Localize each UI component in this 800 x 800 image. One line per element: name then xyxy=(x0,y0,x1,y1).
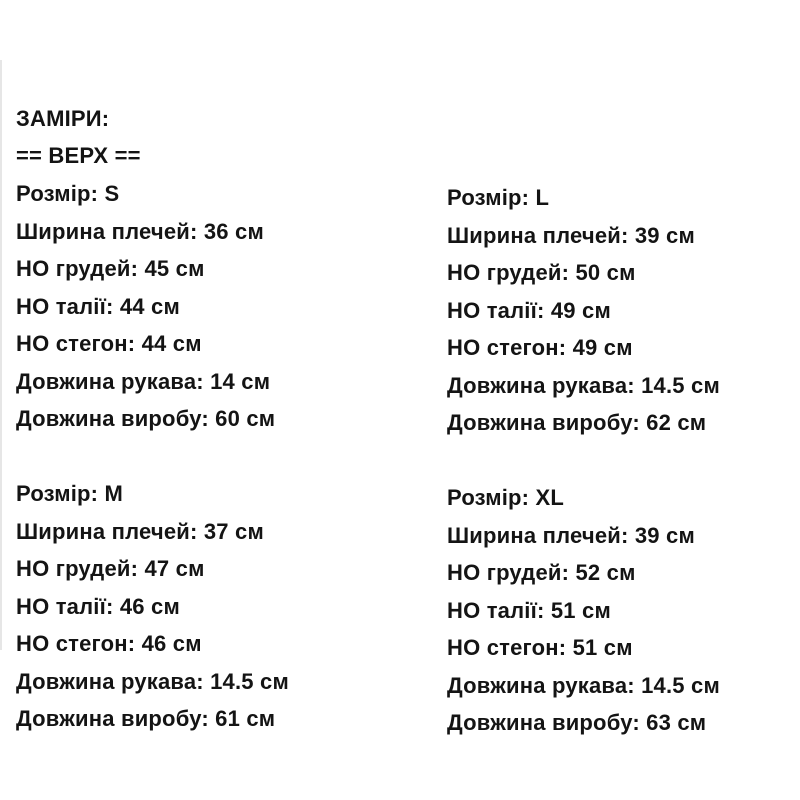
size-block-l xyxy=(447,185,720,448)
size-block-m xyxy=(16,481,289,744)
shoulder-width: Ширина плечей: 36 см xyxy=(16,218,264,244)
chest-girth: НО грудей: 52 см xyxy=(447,560,636,585)
shoulder-width: Ширина плечей: 39 см xyxy=(447,522,695,548)
garment-length: Довжина виробу: 63 см xyxy=(447,710,707,735)
size-label: Розмір: M xyxy=(16,481,124,506)
size-block-xl xyxy=(447,485,720,748)
sleeve-length: Довжина рукава: 14.5 см xyxy=(447,372,720,398)
chest-girth: НО грудей: 50 см xyxy=(447,260,636,285)
hip-girth: НО стегон: 44 см xyxy=(16,331,202,356)
waist-girth: НО талії: 44 см xyxy=(16,293,180,319)
waist-girth: НО талії: 46 см xyxy=(16,593,180,619)
waist-girth: НО талії: 51 см xyxy=(447,597,611,623)
left-edge-divider xyxy=(0,60,2,650)
sleeve-length: Довжина рукава: 14 см xyxy=(16,368,271,394)
hip-girth: НО стегон: 51 см xyxy=(447,635,633,660)
garment-length: Довжина виробу: 62 см xyxy=(447,410,707,435)
section-heading: == ВЕРХ == xyxy=(16,143,141,168)
sleeve-length: Довжина рукава: 14.5 см xyxy=(447,672,720,698)
sleeve-length: Довжина рукава: 14.5 см xyxy=(16,668,289,694)
size-label: Розмір: L xyxy=(447,185,550,210)
size-block-s xyxy=(16,181,275,444)
chest-girth: НО грудей: 45 см xyxy=(16,256,205,281)
shoulder-width: Ширина плечей: 37 см xyxy=(16,518,264,544)
waist-girth: НО талії: 49 см xyxy=(447,297,611,323)
hip-girth: НО стегон: 49 см xyxy=(447,335,633,360)
chest-girth: НО грудей: 47 см xyxy=(16,556,205,581)
garment-length: Довжина виробу: 60 см xyxy=(16,406,276,431)
garment-length: Довжина виробу: 61 см xyxy=(16,706,276,731)
size-label: Розмір: S xyxy=(16,181,120,206)
page-title: ЗАМІРИ: xyxy=(16,106,110,131)
size-label: Розмір: XL xyxy=(447,485,565,510)
shoulder-width: Ширина плечей: 39 см xyxy=(447,222,695,248)
hip-girth: НО стегон: 46 см xyxy=(16,631,202,656)
